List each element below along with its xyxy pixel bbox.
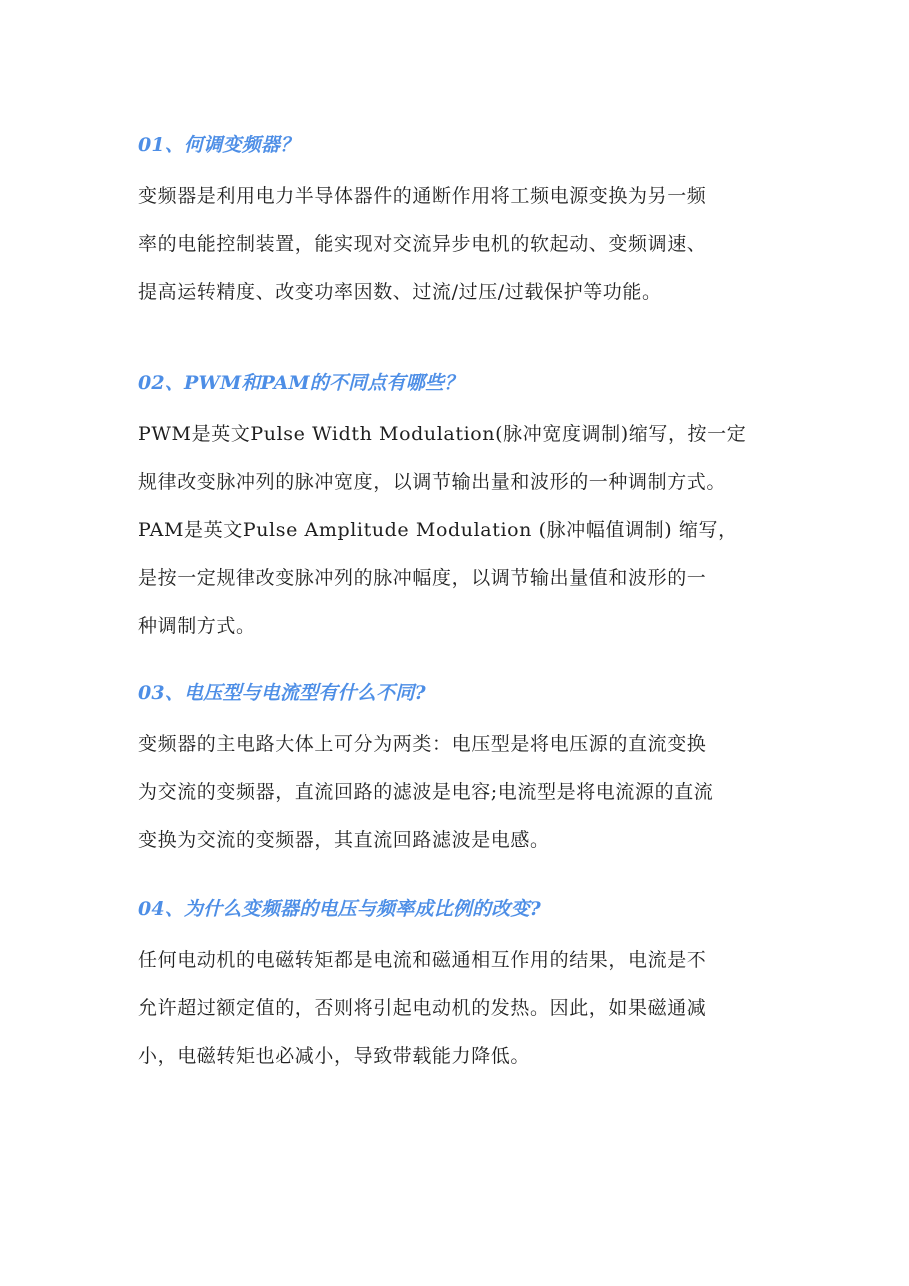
paragraph-line: 允许超过额定值的，否则将引起电动机的发热。因此，如果磁通减 xyxy=(138,997,707,1019)
paragraph-line: 种调制方式。 xyxy=(138,615,256,637)
section-body xyxy=(138,410,788,650)
section-04 xyxy=(138,897,788,1080)
section-01 xyxy=(138,133,788,316)
section-heading: 03、电压型与电流型有什么不同? xyxy=(138,682,426,704)
section-heading: 01、何调变频器？ xyxy=(138,134,300,156)
section-body xyxy=(138,720,788,864)
paragraph-line: 率的电能控制装置，能实现对交流异步电机的软起动、变频调速、 xyxy=(138,233,707,255)
paragraph-line: 提高运转精度、改变功率因数、过流/过压/过载保护等功能。 xyxy=(138,281,662,303)
paragraph-line: 变频器的主电路大体上可分为两类：电压型是将电压源的直流变换 xyxy=(138,733,707,755)
paragraph-line: 是按一定规律改变脉冲列的脉冲幅度，以调节输出量值和波形的一 xyxy=(138,567,707,589)
section-03 xyxy=(138,681,788,864)
section-body xyxy=(138,936,788,1080)
paragraph-line: 变换为交流的变频器，其直流回路滤波是电感。 xyxy=(138,829,550,851)
paragraph-line: PAM是英文Pulse Amplitude Modulation (脉冲幅值调制) 缩写， xyxy=(138,519,738,541)
paragraph-line: 小，电磁转矩也必减小，导致带载能力降低。 xyxy=(138,1045,531,1067)
section-02 xyxy=(138,371,788,650)
section-heading: 02、PWM和PAM的不同点有哪些？ xyxy=(138,372,464,394)
paragraph-line: 任何电动机的电磁转矩都是电流和磁通相互作用的结果，电流是不 xyxy=(138,949,707,971)
paragraph-line: 规律改变脉冲列的脉冲宽度，以调节输出量和波形的一种调制方式。 xyxy=(138,471,727,493)
paragraph-line: PWM是英文Pulse Width Modulation(脉冲宽度调制)缩写，按一定 xyxy=(138,423,747,445)
paragraph-line: 为交流的变频器，直流回路的滤波是电容;电流型是将电流源的直流 xyxy=(138,781,714,803)
section-body xyxy=(138,172,788,316)
section-heading: 04、为什么变频器的电压与频率成比例的改变? xyxy=(138,898,541,920)
paragraph-line: 变频器是利用电力半导体器件的通断作用将工频电源变换为另一频 xyxy=(138,185,707,207)
